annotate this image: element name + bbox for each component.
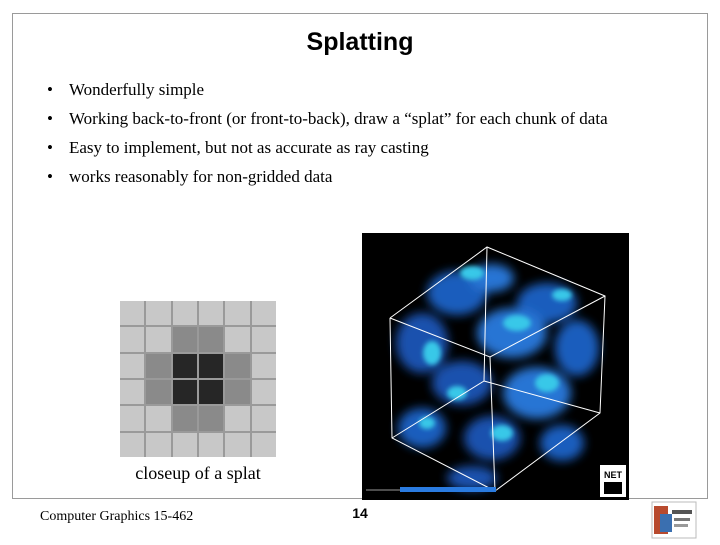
slide-title: Splatting <box>306 28 414 56</box>
splat-cell <box>120 433 144 457</box>
splat-caption: closeup of a splat <box>135 463 261 483</box>
splat-cell <box>199 301 223 325</box>
splat-cell <box>199 354 223 378</box>
splat-cell <box>173 354 197 378</box>
splat-cell <box>120 327 144 351</box>
splat-cell <box>252 406 276 430</box>
splat-cell <box>120 301 144 325</box>
splat-cell <box>173 380 197 404</box>
splat-cell <box>173 327 197 351</box>
university-logo <box>650 500 698 540</box>
bullet-item: • Wonderfully simple <box>47 80 667 100</box>
net-logo-text: NET <box>604 470 622 480</box>
splat-cell <box>225 301 249 325</box>
university-logo-icon <box>650 500 698 540</box>
splat-cell <box>199 380 223 404</box>
splat-cell <box>252 433 276 457</box>
splat-cell <box>225 406 249 430</box>
volume-render-svg <box>362 233 629 500</box>
footer-course-title: Computer Graphics 15-462 <box>40 509 194 524</box>
splat-cell <box>252 380 276 404</box>
net-logo <box>600 465 626 497</box>
splat-cell <box>225 433 249 457</box>
splat-cell <box>146 433 170 457</box>
splat-cell <box>252 301 276 325</box>
splat-cell <box>146 354 170 378</box>
splat-closeup-grid <box>120 301 276 457</box>
splat-cell <box>252 327 276 351</box>
splat-cell <box>173 433 197 457</box>
splat-cell <box>225 327 249 351</box>
splat-cell <box>225 354 249 378</box>
splat-cell <box>146 380 170 404</box>
splat-cell <box>120 406 144 430</box>
page-number: 14 <box>352 505 368 521</box>
bullet-item: • works reasonably for non-gridded data <box>47 167 667 187</box>
splat-cell <box>173 301 197 325</box>
splat-cell <box>146 301 170 325</box>
splat-cell <box>199 406 223 430</box>
colormap-bar <box>400 487 496 492</box>
splat-cell <box>173 406 197 430</box>
splat-cell <box>199 327 223 351</box>
bullet-list <box>47 80 667 196</box>
splat-cell <box>146 406 170 430</box>
splat-cell <box>146 327 170 351</box>
splat-cell <box>225 380 249 404</box>
bullet-item: • Easy to implement, but not as accurate as ray casting <box>47 138 667 158</box>
splat-cell <box>199 433 223 457</box>
volume-render-image <box>362 233 629 500</box>
splat-cell <box>120 354 144 378</box>
splat-cell <box>120 380 144 404</box>
bullet-item: • Working back-to-front (or front-to-back), draw a “splat” for each chunk of data <box>47 109 667 129</box>
splat-cell <box>252 354 276 378</box>
